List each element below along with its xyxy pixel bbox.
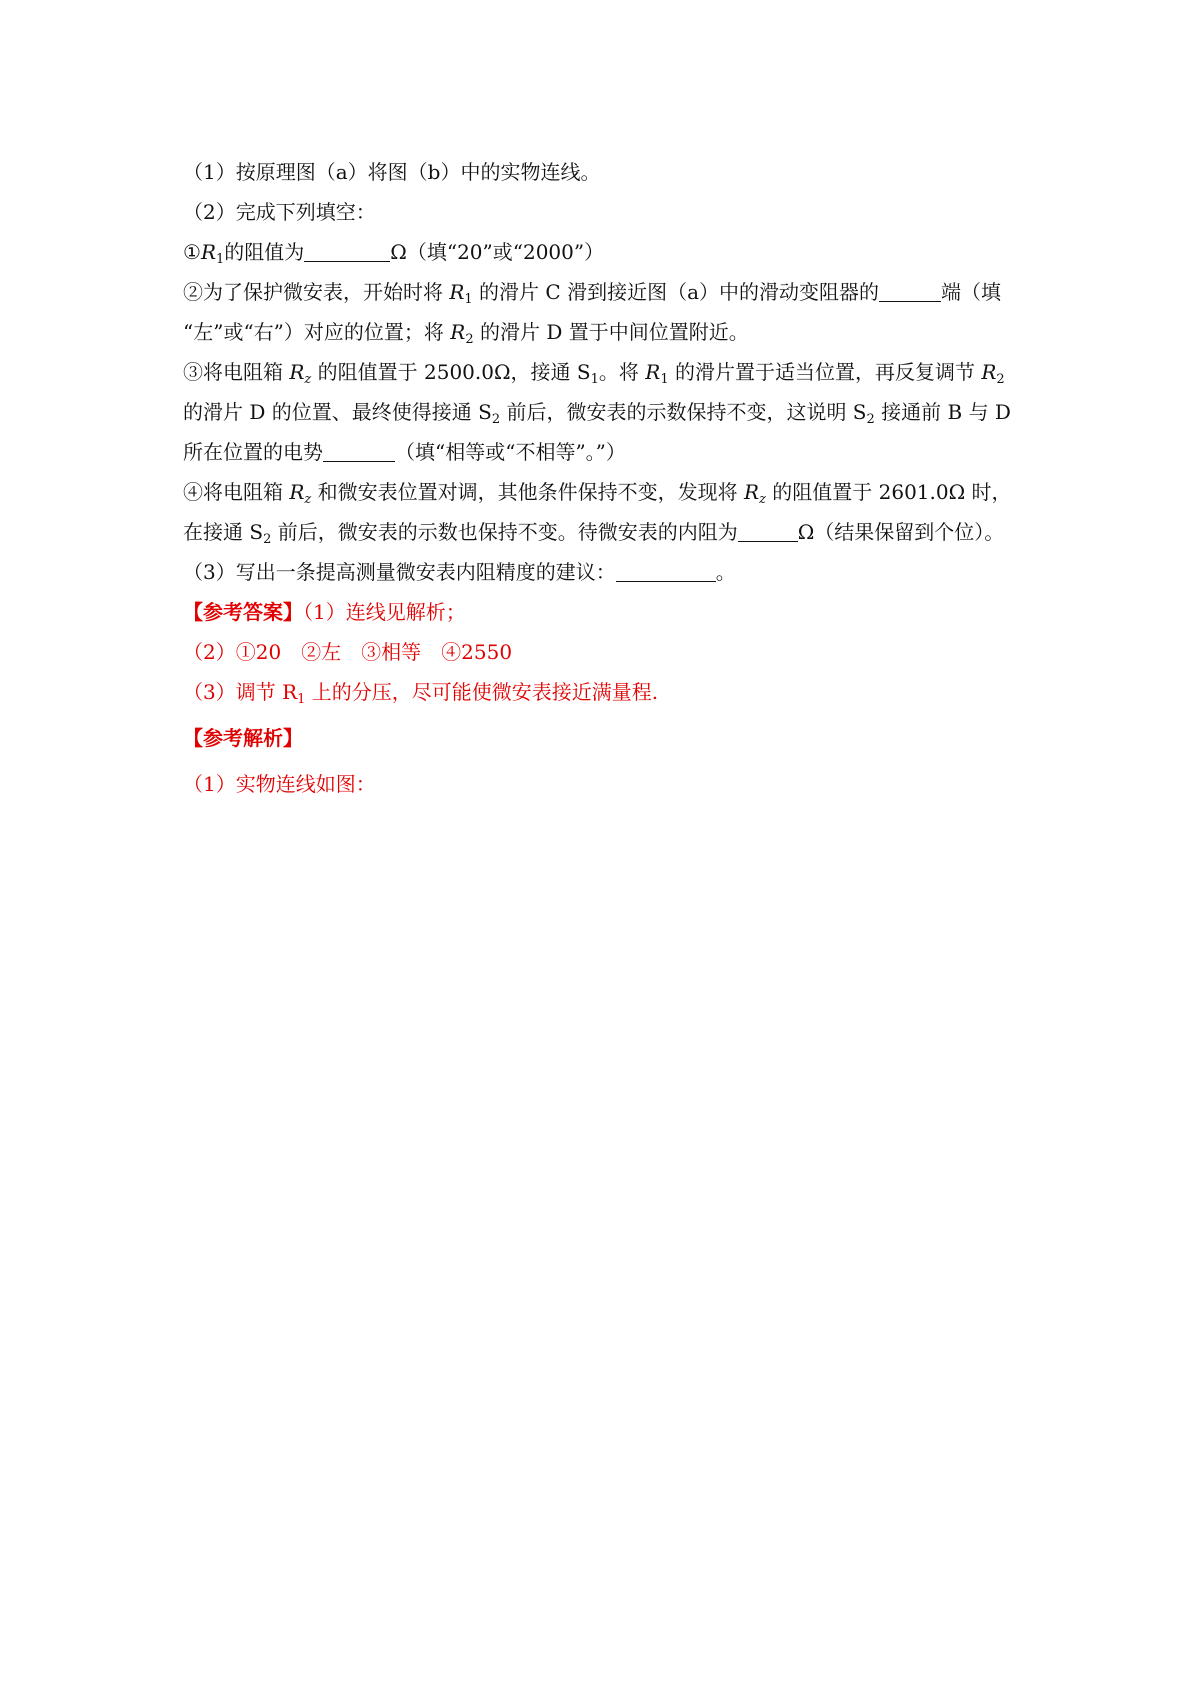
subscript: 2 — [996, 372, 1005, 387]
subscript: 2 — [465, 332, 474, 347]
item-2-text: ②为了保护微安表，开始时将 — [183, 280, 450, 304]
item-2-text: 端（填 — [941, 280, 1002, 304]
question-2 — [183, 192, 1043, 232]
fill-item-4-line-2 — [183, 512, 1043, 552]
subscript: 1 — [590, 372, 599, 387]
question-1-text: （1）按原理图（a）将图（b）中的实物连线。 — [183, 160, 601, 184]
item-1-marker: ① — [183, 240, 201, 264]
analysis-part-1: （1）实物连线如图： — [183, 772, 376, 796]
analysis-line-1 — [183, 764, 1043, 804]
item-2-text: “左”或“右”）对应的位置；将 — [183, 320, 451, 344]
item-1-text: 的阻值为 — [224, 240, 305, 264]
variable-r: R — [200, 240, 216, 264]
item-3-text: ③将电阻箱 — [183, 360, 290, 384]
item-4-text: 前后，微安表的示数也保持不变。待微安表的内阻为 — [271, 520, 738, 544]
subscript: 2 — [263, 532, 272, 547]
item-4-hint: Ω（结果保留到个位）。 — [797, 520, 1005, 544]
item-4-text: ④将电阻箱 — [183, 480, 290, 504]
subscript: 1 — [660, 372, 669, 387]
question-3-end: 。 — [715, 560, 736, 584]
item-3-text: 的滑片置于适当位置，再反复调节 — [668, 360, 982, 384]
item-3-text: 。将 — [598, 360, 646, 384]
subscript: 2 — [491, 412, 501, 427]
answer-line-3 — [183, 672, 1043, 712]
variable-r: R — [289, 360, 305, 384]
subscript: z — [304, 492, 312, 507]
item-2-text: 的滑片 D 置于中间位置附近。 — [473, 320, 749, 344]
variable-r: R — [981, 360, 997, 384]
subscript: 1 — [297, 692, 306, 707]
item-4-text: 的阻值置于 2601.0Ω 时， — [765, 480, 1012, 504]
question-1 — [183, 152, 1043, 192]
fill-item-1 — [183, 232, 1043, 272]
variable-r: R — [744, 480, 760, 504]
answer-line-2 — [183, 632, 1043, 672]
variable-r: R — [449, 280, 465, 304]
analysis-heading-line — [183, 718, 1043, 758]
answer-part-1: （1）连线见解析； — [303, 600, 466, 624]
answer-part-3: （3）调节 R — [183, 680, 298, 704]
answer-blank — [304, 239, 390, 262]
subscript: z — [759, 492, 766, 507]
item-3-text: 前后，微安表的示数保持不变，这说明 S — [500, 400, 867, 424]
fill-item-3-line-3 — [183, 432, 1043, 472]
variable-r: R — [645, 360, 661, 384]
fill-item-4-line-1 — [183, 472, 1043, 512]
subscript: 1 — [464, 292, 473, 307]
answer-line-1 — [183, 592, 1043, 632]
document-body — [183, 152, 1043, 804]
answer-blank — [879, 279, 941, 302]
answer-part-2: （2）①20 ②左 ③相等 ④2550 — [183, 640, 513, 664]
item-4-text: 和微安表位置对调，其他条件保持不变，发现将 — [311, 480, 744, 504]
subscript: z — [304, 372, 312, 387]
item-3-hint: （填“相等或“不相等”。”） — [395, 440, 626, 464]
answer-blank — [738, 519, 798, 542]
question-3 — [183, 552, 1043, 592]
answer-part-3: 上的分压，尽可能使微安表接近满量程. — [305, 680, 659, 704]
variable-r: R — [289, 480, 305, 504]
answer-blank — [616, 559, 716, 582]
item-3-text: 所在位置的电势 — [183, 440, 323, 464]
item-1-hint: Ω（填“20”或“2000”） — [390, 240, 605, 264]
subscript: 1 — [216, 252, 225, 267]
fill-item-3-line-2 — [183, 392, 1043, 432]
answer-heading: 【参考答案】 — [183, 600, 303, 624]
item-3-text: 接通前 B 与 D — [874, 400, 1011, 424]
answer-blank — [323, 439, 395, 462]
subscript: 2 — [866, 412, 875, 427]
question-3-text: （3）写出一条提高测量微安表内阻精度的建议： — [183, 560, 616, 584]
variable-r: R — [450, 320, 466, 344]
fill-item-2-line-1 — [183, 272, 1043, 312]
question-2-text: （2）完成下列填空： — [183, 200, 376, 224]
analysis-heading: 【参考解析】 — [183, 726, 303, 750]
item-3-text: 的阻值置于 2500.0Ω，接通 S — [311, 360, 591, 384]
item-3-text: 的滑片 D 的位置、最终使得接通 S — [183, 400, 492, 424]
item-4-text: 在接通 S — [183, 520, 264, 544]
fill-item-3-line-1 — [183, 352, 1043, 392]
item-2-text: 的滑片 C 滑到接近图（a）中的滑动变阻器的 — [472, 280, 880, 304]
fill-item-2-line-2 — [183, 312, 1043, 352]
